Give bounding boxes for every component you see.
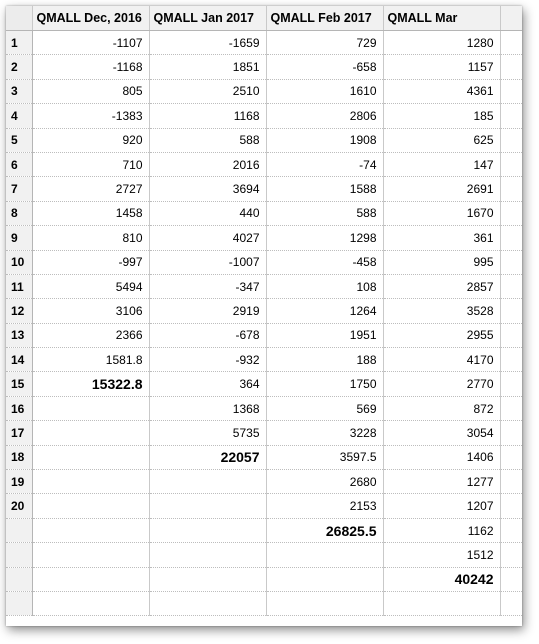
table-row bbox=[6, 372, 522, 396]
table-row bbox=[6, 421, 522, 445]
table-cell[interactable]: 2510 bbox=[149, 79, 266, 103]
table-cell[interactable]: 872 bbox=[383, 396, 500, 420]
table-cell[interactable] bbox=[149, 518, 266, 542]
column-header-empty[interactable] bbox=[500, 6, 522, 31]
table-cell[interactable]: 3228 bbox=[266, 421, 383, 445]
row-header[interactable] bbox=[6, 543, 32, 567]
table-cell-empty[interactable] bbox=[500, 31, 522, 55]
row-header[interactable] bbox=[6, 567, 32, 591]
table-cell[interactable]: -1383 bbox=[32, 104, 149, 128]
table-row bbox=[6, 299, 522, 323]
table-cell[interactable] bbox=[149, 470, 266, 494]
row-header[interactable]: 13 bbox=[6, 323, 32, 347]
table-cell[interactable] bbox=[149, 567, 266, 591]
table-cell[interactable]: 1951 bbox=[266, 323, 383, 347]
table-cell[interactable]: 4170 bbox=[383, 348, 500, 372]
row-header[interactable]: 14 bbox=[6, 348, 32, 372]
table-cell-empty[interactable] bbox=[500, 518, 522, 542]
table-cell[interactable]: 3694 bbox=[149, 177, 266, 201]
table-cell[interactable]: 5735 bbox=[149, 421, 266, 445]
column-total-cell[interactable]: 15322.8 bbox=[32, 372, 149, 396]
table-cell[interactable]: 2955 bbox=[383, 323, 500, 347]
table-cell[interactable] bbox=[383, 591, 500, 615]
table-cell[interactable]: 1406 bbox=[383, 445, 500, 469]
corner-cell[interactable] bbox=[6, 6, 32, 31]
table-row bbox=[6, 250, 522, 274]
row-header[interactable]: 19 bbox=[6, 470, 32, 494]
spreadsheet bbox=[6, 6, 522, 626]
table-cell[interactable]: 1670 bbox=[383, 201, 500, 225]
table-cell[interactable]: 2153 bbox=[266, 494, 383, 518]
table-cell-empty[interactable] bbox=[500, 299, 522, 323]
table-row bbox=[6, 55, 522, 79]
table-cell-empty[interactable] bbox=[500, 177, 522, 201]
table-cell[interactable]: 147 bbox=[383, 152, 500, 176]
table-cell[interactable] bbox=[32, 445, 149, 469]
table-cell-empty[interactable] bbox=[500, 250, 522, 274]
table-cell[interactable]: 1298 bbox=[266, 226, 383, 250]
column-header-mar[interactable]: QMALL Mar bbox=[383, 6, 500, 31]
table-cell[interactable]: 1168 bbox=[149, 104, 266, 128]
table-cell-empty[interactable] bbox=[500, 348, 522, 372]
table-cell[interactable]: 810 bbox=[32, 226, 149, 250]
table-cell[interactable]: 2770 bbox=[383, 372, 500, 396]
table-row bbox=[6, 79, 522, 103]
table-cell[interactable]: 5494 bbox=[32, 274, 149, 298]
table-cell[interactable] bbox=[32, 543, 149, 567]
table-cell-empty[interactable] bbox=[500, 79, 522, 103]
row-header[interactable]: 9 bbox=[6, 226, 32, 250]
table-cell[interactable] bbox=[32, 396, 149, 420]
table-cell[interactable]: 2680 bbox=[266, 470, 383, 494]
table-cell[interactable]: 805 bbox=[32, 79, 149, 103]
table-cell[interactable]: 1157 bbox=[383, 55, 500, 79]
table-cell-empty[interactable] bbox=[500, 445, 522, 469]
table-cell[interactable] bbox=[32, 591, 149, 615]
table-row bbox=[6, 128, 522, 152]
table-cell[interactable]: 1207 bbox=[383, 494, 500, 518]
table-cell[interactable]: -658 bbox=[266, 55, 383, 79]
table-cell[interactable]: 2919 bbox=[149, 299, 266, 323]
table-cell[interactable]: 1908 bbox=[266, 128, 383, 152]
table-cell[interactable] bbox=[266, 567, 383, 591]
table-cell[interactable]: 2806 bbox=[266, 104, 383, 128]
table-body bbox=[6, 31, 522, 616]
table-cell-empty[interactable] bbox=[500, 323, 522, 347]
table-cell[interactable]: 3106 bbox=[32, 299, 149, 323]
table-row bbox=[6, 445, 522, 469]
column-header-feb-2017[interactable]: QMALL Feb 2017 bbox=[266, 6, 383, 31]
table-row bbox=[6, 104, 522, 128]
table-cell[interactable]: 2691 bbox=[383, 177, 500, 201]
table-cell[interactable]: 108 bbox=[266, 274, 383, 298]
row-header[interactable]: 18 bbox=[6, 445, 32, 469]
table-row bbox=[6, 274, 522, 298]
table-row bbox=[6, 226, 522, 250]
table-cell-empty[interactable] bbox=[500, 226, 522, 250]
table-row bbox=[6, 31, 522, 55]
table-cell-empty[interactable] bbox=[500, 421, 522, 445]
table-cell-empty[interactable] bbox=[500, 543, 522, 567]
column-header-jan-2017[interactable]: QMALL Jan 2017 bbox=[149, 6, 266, 31]
table-cell[interactable]: -1659 bbox=[149, 31, 266, 55]
table-cell[interactable]: 1277 bbox=[383, 470, 500, 494]
column-header-dec-2016[interactable]: QMALL Dec, 2016 bbox=[32, 6, 149, 31]
row-header[interactable]: 8 bbox=[6, 201, 32, 225]
table-cell[interactable]: 188 bbox=[266, 348, 383, 372]
table-cell-empty[interactable] bbox=[500, 274, 522, 298]
table-cell[interactable]: 920 bbox=[32, 128, 149, 152]
table-row bbox=[6, 567, 522, 591]
row-header[interactable] bbox=[6, 591, 32, 615]
table-cell[interactable]: 1610 bbox=[266, 79, 383, 103]
row-header[interactable]: 11 bbox=[6, 274, 32, 298]
table-cell[interactable]: 995 bbox=[383, 250, 500, 274]
table-cell[interactable] bbox=[149, 543, 266, 567]
table-cell[interactable]: 1368 bbox=[149, 396, 266, 420]
row-header[interactable]: 4 bbox=[6, 104, 32, 128]
table-cell-empty[interactable] bbox=[500, 567, 522, 591]
table-row bbox=[6, 518, 522, 542]
table-cell[interactable]: 4027 bbox=[149, 226, 266, 250]
table-cell[interactable]: -458 bbox=[266, 250, 383, 274]
row-header[interactable]: 6 bbox=[6, 152, 32, 176]
table-cell[interactable] bbox=[149, 591, 266, 615]
table-cell[interactable]: 1458 bbox=[32, 201, 149, 225]
table-cell[interactable]: -678 bbox=[149, 323, 266, 347]
table-cell-empty[interactable] bbox=[500, 396, 522, 420]
row-header[interactable]: 12 bbox=[6, 299, 32, 323]
table-cell[interactable]: 1588 bbox=[266, 177, 383, 201]
table-row bbox=[6, 323, 522, 347]
table-cell[interactable]: 588 bbox=[266, 201, 383, 225]
table-cell-empty[interactable] bbox=[500, 128, 522, 152]
column-total-cell[interactable]: 40242 bbox=[383, 567, 500, 591]
table-cell[interactable]: 1162 bbox=[383, 518, 500, 542]
table-cell[interactable]: 625 bbox=[383, 128, 500, 152]
table-row bbox=[6, 348, 522, 372]
table-cell[interactable]: -1168 bbox=[32, 55, 149, 79]
table-cell[interactable]: 3597.5 bbox=[266, 445, 383, 469]
table-cell[interactable]: 364 bbox=[149, 372, 266, 396]
table-row bbox=[6, 494, 522, 518]
header-row bbox=[6, 6, 522, 31]
table-cell-empty[interactable] bbox=[500, 494, 522, 518]
table-cell-empty[interactable] bbox=[500, 201, 522, 225]
table-cell-empty[interactable] bbox=[500, 55, 522, 79]
table-cell[interactable]: -1107 bbox=[32, 31, 149, 55]
table-cell[interactable]: -932 bbox=[149, 348, 266, 372]
table-cell[interactable]: 588 bbox=[149, 128, 266, 152]
table-cell-empty[interactable] bbox=[500, 591, 522, 615]
row-header[interactable]: 17 bbox=[6, 421, 32, 445]
row-header[interactable]: 10 bbox=[6, 250, 32, 274]
row-header[interactable]: 5 bbox=[6, 128, 32, 152]
data-table bbox=[6, 6, 522, 616]
table-cell[interactable]: 569 bbox=[266, 396, 383, 420]
table-cell[interactable]: 2366 bbox=[32, 323, 149, 347]
table-cell[interactable] bbox=[266, 591, 383, 615]
table-cell[interactable]: 361 bbox=[383, 226, 500, 250]
row-header[interactable]: 2 bbox=[6, 55, 32, 79]
row-header[interactable]: 20 bbox=[6, 494, 32, 518]
column-total-cell[interactable]: 22057 bbox=[149, 445, 266, 469]
table-cell[interactable] bbox=[32, 494, 149, 518]
table-cell[interactable]: 4361 bbox=[383, 79, 500, 103]
table-cell[interactable]: -997 bbox=[32, 250, 149, 274]
table-cell[interactable] bbox=[149, 494, 266, 518]
table-row bbox=[6, 152, 522, 176]
table-cell[interactable] bbox=[32, 518, 149, 542]
table-row bbox=[6, 470, 522, 494]
column-total-cell[interactable]: 26825.5 bbox=[266, 518, 383, 542]
table-cell[interactable]: 710 bbox=[32, 152, 149, 176]
table-cell[interactable]: 1512 bbox=[383, 543, 500, 567]
table-cell[interactable]: 1750 bbox=[266, 372, 383, 396]
table-cell-empty[interactable] bbox=[500, 372, 522, 396]
table-cell-empty[interactable] bbox=[500, 104, 522, 128]
row-header[interactable]: 3 bbox=[6, 79, 32, 103]
table-cell[interactable] bbox=[32, 567, 149, 591]
row-header[interactable]: 15 bbox=[6, 372, 32, 396]
table-cell[interactable]: 1581.8 bbox=[32, 348, 149, 372]
table-cell[interactable]: -347 bbox=[149, 274, 266, 298]
table-cell[interactable]: 2857 bbox=[383, 274, 500, 298]
table-cell-empty[interactable] bbox=[500, 470, 522, 494]
table-cell[interactable] bbox=[266, 543, 383, 567]
table-cell[interactable]: -74 bbox=[266, 152, 383, 176]
table-cell[interactable]: 185 bbox=[383, 104, 500, 128]
table-cell[interactable]: 1264 bbox=[266, 299, 383, 323]
table-cell[interactable]: 1851 bbox=[149, 55, 266, 79]
table-cell-empty[interactable] bbox=[500, 152, 522, 176]
table-cell[interactable]: 440 bbox=[149, 201, 266, 225]
table-row bbox=[6, 177, 522, 201]
table-cell[interactable]: 2727 bbox=[32, 177, 149, 201]
table-cell[interactable] bbox=[32, 421, 149, 445]
table-row bbox=[6, 201, 522, 225]
row-header[interactable]: 1 bbox=[6, 31, 32, 55]
row-header[interactable]: 7 bbox=[6, 177, 32, 201]
table-row bbox=[6, 591, 522, 615]
row-header[interactable] bbox=[6, 518, 32, 542]
table-row bbox=[6, 396, 522, 420]
table-cell[interactable]: 3054 bbox=[383, 421, 500, 445]
table-cell[interactable]: 2016 bbox=[149, 152, 266, 176]
table-cell[interactable] bbox=[32, 470, 149, 494]
table-row bbox=[6, 543, 522, 567]
table-cell[interactable]: 729 bbox=[266, 31, 383, 55]
table-cell[interactable]: -1007 bbox=[149, 250, 266, 274]
row-header[interactable]: 16 bbox=[6, 396, 32, 420]
table-cell[interactable]: 1280 bbox=[383, 31, 500, 55]
table-cell[interactable]: 3528 bbox=[383, 299, 500, 323]
